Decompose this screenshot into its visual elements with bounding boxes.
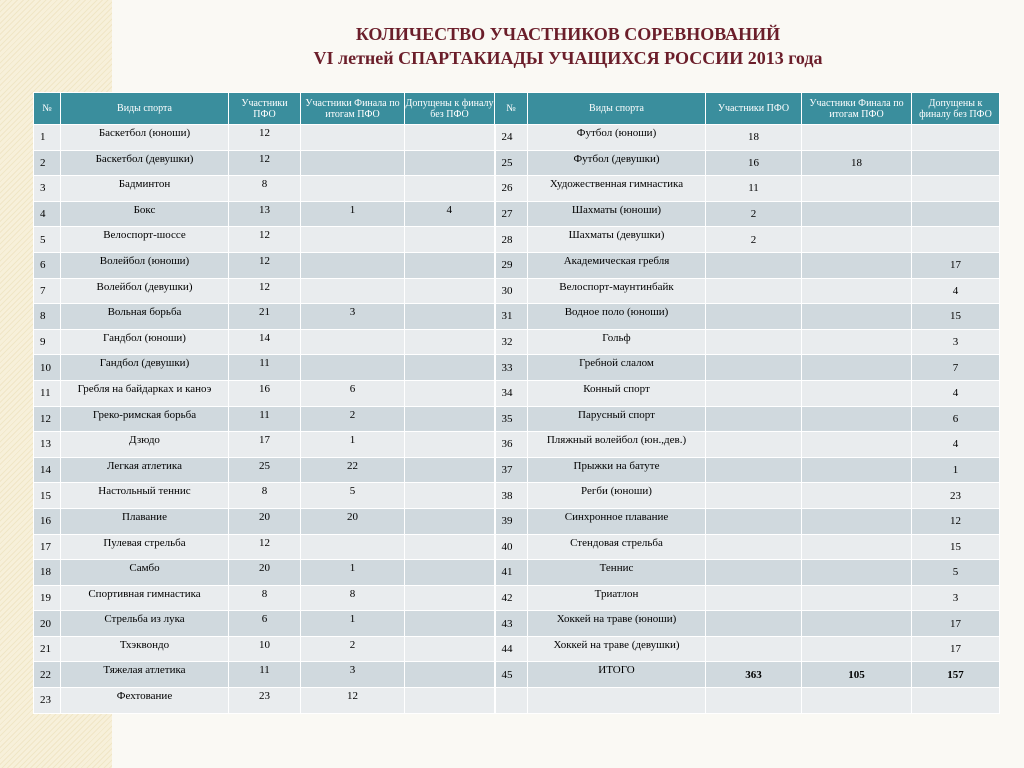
left-admitted-no-pfo [405, 508, 495, 534]
left-participants-pfo: 12 [229, 534, 301, 560]
left-row-num: 9 [34, 329, 61, 355]
left-finals-pfo [301, 329, 405, 355]
table-row [34, 662, 1000, 688]
header-admitted: Допущены к финалу без ПФО [405, 93, 495, 125]
left-participants-pfo: 8 [229, 176, 301, 202]
title-line-1: КОЛИЧЕСТВО УЧАСТНИКОВ СОРЕВНОВАНИЙ [355, 24, 781, 44]
right-finals-pfo: 105 [802, 662, 912, 688]
right-row-num: 25 [495, 150, 528, 176]
left-participants-pfo: 8 [229, 483, 301, 509]
left-sport-name: Самбо [61, 560, 229, 586]
left-sport-name: Дзюдо [61, 432, 229, 458]
right-finals-pfo [802, 432, 912, 458]
table-row [34, 636, 1000, 662]
right-finals-pfo [802, 457, 912, 483]
left-finals-pfo: 12 [301, 688, 405, 714]
right-admitted-no-pfo [912, 201, 1000, 227]
right-sport-name: Хоккей на траве (девушки) [528, 636, 706, 662]
header-num-right: № [495, 93, 528, 125]
right-participants-pfo [706, 304, 802, 330]
right-finals-pfo [802, 508, 912, 534]
right-participants-pfo [706, 278, 802, 304]
left-participants-pfo: 23 [229, 688, 301, 714]
right-sport-name: Гольф [528, 329, 706, 355]
header-finals: Участники Финала по итогам ПФО [301, 93, 405, 125]
left-participants-pfo: 8 [229, 585, 301, 611]
left-participants-pfo: 12 [229, 278, 301, 304]
left-row-num: 19 [34, 585, 61, 611]
header-finals-right: Участники Финала по итогам ПФО [802, 93, 912, 125]
right-row-num: 34 [495, 380, 528, 406]
left-participants-pfo: 20 [229, 560, 301, 586]
left-sport-name: Бокс [61, 201, 229, 227]
right-sport-name: Триатлон [528, 585, 706, 611]
table-row [34, 508, 1000, 534]
left-admitted-no-pfo [405, 432, 495, 458]
left-admitted-no-pfo [405, 457, 495, 483]
right-sport-name [528, 688, 706, 714]
right-admitted-no-pfo: 17 [912, 636, 1000, 662]
left-sport-name: Стрельба из лука [61, 611, 229, 637]
right-participants-pfo [706, 508, 802, 534]
right-finals-pfo [802, 380, 912, 406]
left-row-num: 2 [34, 150, 61, 176]
right-row-num: 32 [495, 329, 528, 355]
left-row-num: 14 [34, 457, 61, 483]
left-participants-pfo: 6 [229, 611, 301, 637]
right-sport-name: Шахматы (юноши) [528, 201, 706, 227]
right-sport-name: Конный спорт [528, 380, 706, 406]
right-finals-pfo [802, 201, 912, 227]
right-row-num: 41 [495, 560, 528, 586]
left-finals-pfo: 1 [301, 201, 405, 227]
left-row-num: 1 [34, 125, 61, 151]
table-row [34, 252, 1000, 278]
right-participants-pfo [706, 432, 802, 458]
right-admitted-no-pfo: 15 [912, 534, 1000, 560]
right-sport-name: Парусный спорт [528, 406, 706, 432]
table-row [34, 278, 1000, 304]
left-sport-name: Гребля на байдарках и каноэ [61, 380, 229, 406]
right-participants-pfo: 11 [706, 176, 802, 202]
table-row [34, 380, 1000, 406]
right-participants-pfo: 2 [706, 201, 802, 227]
right-sport-name: Велоспорт-маунтинбайк [528, 278, 706, 304]
left-finals-pfo [301, 150, 405, 176]
left-sport-name: Тяжелая атлетика [61, 662, 229, 688]
right-participants-pfo [706, 688, 802, 714]
right-row-num: 38 [495, 483, 528, 509]
left-participants-pfo: 11 [229, 406, 301, 432]
left-sport-name: Волейбол (юноши) [61, 252, 229, 278]
right-admitted-no-pfo: 5 [912, 560, 1000, 586]
right-finals-pfo [802, 355, 912, 381]
left-participants-pfo: 16 [229, 380, 301, 406]
table-row [34, 304, 1000, 330]
right-finals-pfo [802, 278, 912, 304]
right-participants-pfo [706, 406, 802, 432]
right-row-num: 30 [495, 278, 528, 304]
table-row [34, 611, 1000, 637]
left-admitted-no-pfo [405, 585, 495, 611]
left-participants-pfo: 21 [229, 304, 301, 330]
right-participants-pfo: 2 [706, 227, 802, 253]
right-admitted-no-pfo: 4 [912, 432, 1000, 458]
left-row-num: 6 [34, 252, 61, 278]
right-admitted-no-pfo: 4 [912, 278, 1000, 304]
table-row [34, 150, 1000, 176]
right-finals-pfo [802, 227, 912, 253]
left-admitted-no-pfo [405, 534, 495, 560]
left-finals-pfo [301, 278, 405, 304]
page-title [112, 22, 1024, 70]
header-sport: Виды спорта [61, 93, 229, 125]
left-finals-pfo [301, 227, 405, 253]
right-row-num: 39 [495, 508, 528, 534]
right-admitted-no-pfo [912, 176, 1000, 202]
left-admitted-no-pfo [405, 636, 495, 662]
left-participants-pfo: 20 [229, 508, 301, 534]
right-sport-name: Академическая гребля [528, 252, 706, 278]
right-participants-pfo [706, 636, 802, 662]
left-sport-name: Велоспорт-шоссе [61, 227, 229, 253]
right-row-num: 26 [495, 176, 528, 202]
right-row-num: 36 [495, 432, 528, 458]
left-participants-pfo: 12 [229, 150, 301, 176]
right-participants-pfo [706, 560, 802, 586]
table-row [34, 483, 1000, 509]
left-finals-pfo: 6 [301, 380, 405, 406]
left-row-num: 11 [34, 380, 61, 406]
left-row-num: 8 [34, 304, 61, 330]
right-admitted-no-pfo: 17 [912, 611, 1000, 637]
left-finals-pfo: 3 [301, 662, 405, 688]
right-participants-pfo [706, 329, 802, 355]
left-admitted-no-pfo: 4 [405, 201, 495, 227]
right-row-num: 44 [495, 636, 528, 662]
left-admitted-no-pfo [405, 355, 495, 381]
right-admitted-no-pfo: 23 [912, 483, 1000, 509]
right-row-num: 35 [495, 406, 528, 432]
left-row-num: 12 [34, 406, 61, 432]
left-sport-name: Гандбол (девушки) [61, 355, 229, 381]
right-admitted-no-pfo: 4 [912, 380, 1000, 406]
right-admitted-no-pfo: 157 [912, 662, 1000, 688]
right-sport-name: Водное поло (юноши) [528, 304, 706, 330]
left-row-num: 7 [34, 278, 61, 304]
left-sport-name: Пулевая стрельба [61, 534, 229, 560]
right-row-num: 33 [495, 355, 528, 381]
right-sport-name: Стендовая стрельба [528, 534, 706, 560]
table-header-row [34, 93, 1000, 125]
right-sport-name: Прыжки на батуте [528, 457, 706, 483]
left-admitted-no-pfo [405, 611, 495, 637]
right-sport-name: Шахматы (девушки) [528, 227, 706, 253]
left-participants-pfo: 12 [229, 125, 301, 151]
header-participants: Участники ПФО [229, 93, 301, 125]
right-row-num: 42 [495, 585, 528, 611]
left-participants-pfo: 17 [229, 432, 301, 458]
participants-table [33, 92, 1000, 714]
right-admitted-no-pfo [912, 150, 1000, 176]
header-num: № [34, 93, 61, 125]
right-finals-pfo [802, 534, 912, 560]
right-row-num: 37 [495, 457, 528, 483]
table-row [34, 125, 1000, 151]
left-sport-name: Тхэквондо [61, 636, 229, 662]
left-sport-name: Спортивная гимнастика [61, 585, 229, 611]
left-admitted-no-pfo [405, 252, 495, 278]
right-row-num [495, 688, 528, 714]
left-admitted-no-pfo [405, 560, 495, 586]
left-admitted-no-pfo [405, 278, 495, 304]
left-finals-pfo: 1 [301, 432, 405, 458]
left-sport-name: Плавание [61, 508, 229, 534]
table-row [34, 688, 1000, 714]
left-sport-name: Бадминтон [61, 176, 229, 202]
left-admitted-no-pfo [405, 483, 495, 509]
table-row [34, 406, 1000, 432]
right-admitted-no-pfo: 15 [912, 304, 1000, 330]
left-row-num: 21 [34, 636, 61, 662]
right-finals-pfo [802, 252, 912, 278]
right-participants-pfo [706, 585, 802, 611]
right-participants-pfo: 18 [706, 125, 802, 151]
header-sport-right: Виды спорта [528, 93, 706, 125]
left-row-num: 16 [34, 508, 61, 534]
left-finals-pfo: 22 [301, 457, 405, 483]
right-participants-pfo: 363 [706, 662, 802, 688]
left-admitted-no-pfo [405, 406, 495, 432]
right-row-num: 27 [495, 201, 528, 227]
right-participants-pfo [706, 611, 802, 637]
right-participants-pfo [706, 252, 802, 278]
right-admitted-no-pfo: 12 [912, 508, 1000, 534]
left-sport-name: Волейбол (девушки) [61, 278, 229, 304]
left-admitted-no-pfo [405, 176, 495, 202]
left-row-num: 13 [34, 432, 61, 458]
left-finals-pfo: 5 [301, 483, 405, 509]
right-finals-pfo [802, 125, 912, 151]
left-sport-name: Легкая атлетика [61, 457, 229, 483]
right-admitted-no-pfo: 7 [912, 355, 1000, 381]
right-admitted-no-pfo: 3 [912, 585, 1000, 611]
right-admitted-no-pfo [912, 125, 1000, 151]
left-finals-pfo [301, 534, 405, 560]
right-finals-pfo [802, 329, 912, 355]
left-sport-name: Фехтование [61, 688, 229, 714]
right-sport-name: Регби (юноши) [528, 483, 706, 509]
left-admitted-no-pfo [405, 304, 495, 330]
right-finals-pfo: 18 [802, 150, 912, 176]
table-row [34, 176, 1000, 202]
right-row-num: 28 [495, 227, 528, 253]
right-row-num: 29 [495, 252, 528, 278]
table-row [34, 432, 1000, 458]
right-participants-pfo [706, 457, 802, 483]
right-finals-pfo [802, 406, 912, 432]
right-sport-name: Художественная гимнастика [528, 176, 706, 202]
right-participants-pfo [706, 483, 802, 509]
left-finals-pfo: 1 [301, 560, 405, 586]
right-admitted-no-pfo: 6 [912, 406, 1000, 432]
right-finals-pfo [802, 611, 912, 637]
left-row-num: 10 [34, 355, 61, 381]
right-sport-name: Футбол (юноши) [528, 125, 706, 151]
left-admitted-no-pfo [405, 688, 495, 714]
right-admitted-no-pfo: 1 [912, 457, 1000, 483]
left-row-num: 3 [34, 176, 61, 202]
left-admitted-no-pfo [405, 227, 495, 253]
right-participants-pfo [706, 380, 802, 406]
left-finals-pfo [301, 355, 405, 381]
left-admitted-no-pfo [405, 150, 495, 176]
left-finals-pfo: 8 [301, 585, 405, 611]
left-sport-name: Настольный теннис [61, 483, 229, 509]
header-admitted-right: Допущены к финалу без ПФО [912, 93, 1000, 125]
left-sport-name: Баскетбол (юноши) [61, 125, 229, 151]
left-admitted-no-pfo [405, 125, 495, 151]
table-row [34, 227, 1000, 253]
left-row-num: 17 [34, 534, 61, 560]
right-participants-pfo [706, 534, 802, 560]
left-row-num: 22 [34, 662, 61, 688]
left-row-num: 4 [34, 201, 61, 227]
right-finals-pfo [802, 560, 912, 586]
table-row [34, 560, 1000, 586]
right-admitted-no-pfo: 3 [912, 329, 1000, 355]
left-sport-name: Баскетбол (девушки) [61, 150, 229, 176]
right-admitted-no-pfo [912, 688, 1000, 714]
left-participants-pfo: 12 [229, 227, 301, 253]
right-sport-name: Синхронное плавание [528, 508, 706, 534]
left-row-num: 18 [34, 560, 61, 586]
right-sport-name: ИТОГО [528, 662, 706, 688]
table-row [34, 585, 1000, 611]
left-finals-pfo: 1 [301, 611, 405, 637]
left-row-num: 5 [34, 227, 61, 253]
left-sport-name: Греко-римская борьба [61, 406, 229, 432]
table-row [34, 457, 1000, 483]
right-finals-pfo [802, 304, 912, 330]
right-sport-name: Футбол (девушки) [528, 150, 706, 176]
left-row-num: 23 [34, 688, 61, 714]
right-sport-name: Гребной слалом [528, 355, 706, 381]
left-participants-pfo: 13 [229, 201, 301, 227]
right-row-num: 45 [495, 662, 528, 688]
table-row [34, 329, 1000, 355]
left-finals-pfo: 2 [301, 406, 405, 432]
left-participants-pfo: 14 [229, 329, 301, 355]
left-participants-pfo: 25 [229, 457, 301, 483]
right-finals-pfo [802, 636, 912, 662]
left-participants-pfo: 10 [229, 636, 301, 662]
header-participants-right: Участники ПФО [706, 93, 802, 125]
right-admitted-no-pfo: 17 [912, 252, 1000, 278]
left-row-num: 20 [34, 611, 61, 637]
table-row [34, 201, 1000, 227]
right-finals-pfo [802, 688, 912, 714]
left-participants-pfo: 11 [229, 355, 301, 381]
right-row-num: 40 [495, 534, 528, 560]
right-admitted-no-pfo [912, 227, 1000, 253]
left-admitted-no-pfo [405, 329, 495, 355]
title-line-2: VI летней СПАРТАКИАДЫ УЧАЩИХСЯ РОССИИ 2013 года [313, 48, 823, 68]
right-sport-name: Пляжный волейбол (юн.,дев.) [528, 432, 706, 458]
left-admitted-no-pfo [405, 380, 495, 406]
right-participants-pfo [706, 355, 802, 381]
left-finals-pfo: 3 [301, 304, 405, 330]
left-admitted-no-pfo [405, 662, 495, 688]
left-finals-pfo: 2 [301, 636, 405, 662]
left-participants-pfo: 12 [229, 252, 301, 278]
left-participants-pfo: 11 [229, 662, 301, 688]
table-row [34, 355, 1000, 381]
left-sport-name: Гандбол (юноши) [61, 329, 229, 355]
right-row-num: 31 [495, 304, 528, 330]
right-finals-pfo [802, 176, 912, 202]
left-finals-pfo: 20 [301, 508, 405, 534]
right-sport-name: Хоккей на траве (юноши) [528, 611, 706, 637]
left-finals-pfo [301, 176, 405, 202]
right-participants-pfo: 16 [706, 150, 802, 176]
right-finals-pfo [802, 585, 912, 611]
table-row [34, 534, 1000, 560]
right-sport-name: Теннис [528, 560, 706, 586]
left-sport-name: Вольная борьба [61, 304, 229, 330]
right-finals-pfo [802, 483, 912, 509]
left-finals-pfo [301, 252, 405, 278]
left-row-num: 15 [34, 483, 61, 509]
right-row-num: 43 [495, 611, 528, 637]
left-finals-pfo [301, 125, 405, 151]
right-row-num: 24 [495, 125, 528, 151]
